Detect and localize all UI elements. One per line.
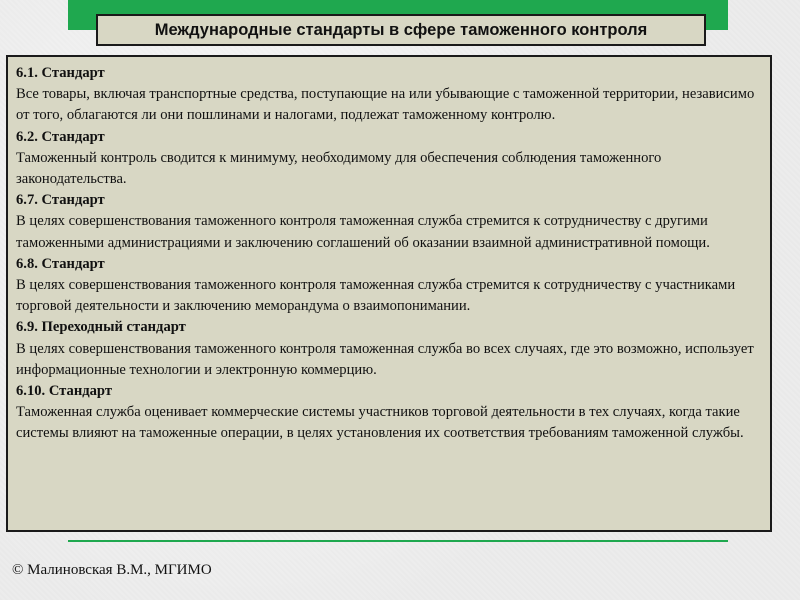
standard-heading: 6.2. Стандарт — [16, 128, 105, 145]
standard-section-6-10 — [16, 381, 762, 445]
title-box — [96, 14, 706, 46]
standard-heading: 6.8. Стандарт — [16, 255, 105, 272]
standard-section-6-7 — [16, 190, 762, 254]
standard-section-6-1 — [16, 63, 762, 127]
standard-text: Таможенная служба оценивает коммерческие системы участников торговой деятельности в тех случаях, когда такие системы влияют на таможенные операции, в целях установления их соответствия требованиям таможенной службы. — [16, 404, 744, 442]
standards-panel — [6, 55, 772, 532]
standard-heading: 6.1. Стандарт — [16, 65, 105, 81]
bottom-divider — [68, 540, 728, 542]
standard-text: Все товары, включая транспортные средства, поступающие на или убывающие с таможенной территории, независимо от того, облагаются ли они пошлинами и налогами, подлежат таможенному контролю. — [16, 86, 755, 124]
standard-text: В целях совершенствования таможенного контроля таможенная служба во всех случаях, где это возможно, использует информационные технологии и электронную коммерцию. — [16, 340, 754, 378]
standard-text: В целях совершенствования таможенного контроля таможенная служба стремится к сотрудничеству с другими таможенными администрациями и заключению соглашений об оказании взаимной административной помощи. — [16, 213, 710, 251]
copyright-footer: © Малиновская В.М., МГИМО — [12, 562, 212, 578]
slide-title: Международные стандарты в сфере таможенного контроля — [154, 20, 648, 39]
standard-heading: 6.9. Переходный стандарт — [16, 319, 186, 336]
standard-text: В целях совершенствования таможенного контроля таможенная служба стремится к сотрудничеству с участниками торговой деятельности и заключению меморандума о взаимопонимании. — [16, 277, 736, 315]
standard-heading: 6.7. Стандарт — [16, 192, 105, 209]
standard-heading: 6.10. Стандарт — [16, 383, 113, 400]
standard-section-6-9 — [16, 317, 762, 381]
standard-section-6-8 — [16, 254, 762, 318]
standard-text: Таможенный контроль сводится к минимуму, необходимому для обеспечения соблюдения таможенного законодательства. — [16, 149, 662, 188]
standard-section-6-2 — [16, 127, 762, 191]
